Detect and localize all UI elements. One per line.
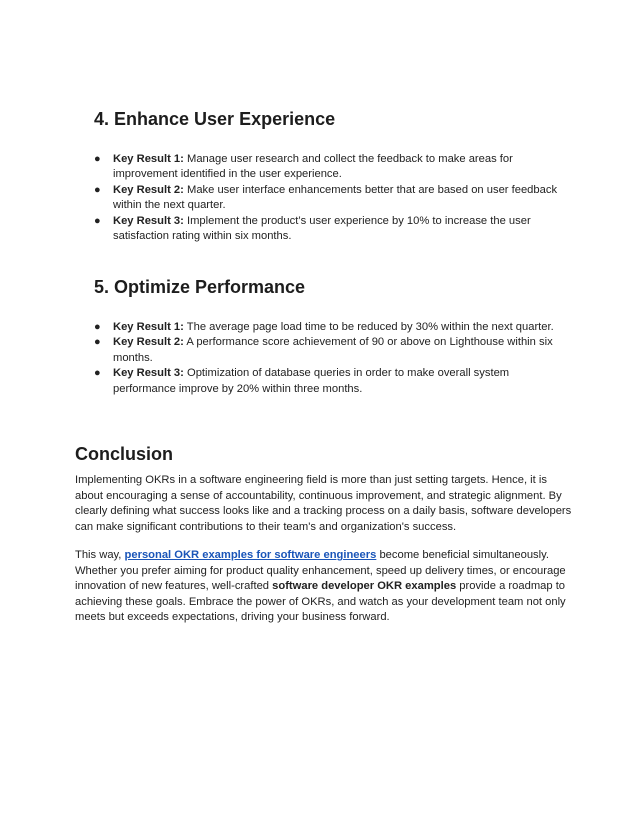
bullet-icon: ● xyxy=(94,321,101,333)
key-result-text: Make user interface enhancements better that are based on user feedback within the next quarter. xyxy=(113,183,558,212)
paragraph-text: become beneficial simultaneously. Whether you prefer aiming for product quality enhancement, speed up delivery times, or encourage innovation of new features, well-crafted xyxy=(75,549,566,593)
list-item xyxy=(94,152,564,183)
key-results-list-performance xyxy=(94,320,564,397)
section-heading-enhance-user-experience: 4. Enhance User Experience xyxy=(94,109,336,129)
key-result-text: Manage user research and collect the feedback to make areas for improvement identified in the user experience. xyxy=(113,153,513,181)
list-item xyxy=(94,183,564,214)
key-result-label: Key Result 1: xyxy=(113,153,184,165)
key-result-text: Optimization of database queries in order to make overall system performance improve by 20% within three months. xyxy=(113,367,510,395)
key-result-text: The average page load time to be reduced by 30% within the next quarter. xyxy=(183,321,554,333)
paragraph-text: provide a roadmap to achieving these goals. Embrace the power of OKRs, and watch as your development team not only meets but exceeds expectations, driving your business forward. xyxy=(75,580,566,624)
bullet-icon: ● xyxy=(94,367,101,380)
key-result-label: Key Result 2: xyxy=(113,336,184,349)
key-result-text: Implement the product’s user experience by 10% to increase the user satisfaction rating within six months. xyxy=(113,214,531,243)
key-results-list-user-experience xyxy=(94,152,564,244)
bullet-icon: ● xyxy=(94,336,101,349)
conclusion-paragraph-links xyxy=(75,548,575,626)
key-result-label: Key Result 3: xyxy=(113,214,184,227)
bullet-icon: ● xyxy=(94,183,101,196)
key-result-label: Key Result 3: xyxy=(113,367,184,380)
section-heading-optimize-performance: 5. Optimize Performance xyxy=(94,277,306,297)
bullet-icon: ● xyxy=(94,153,101,165)
key-result-label: Key Result 1: xyxy=(113,321,184,333)
personal-okr-examples-link[interactable]: personal OKR examples for software engineers xyxy=(124,549,377,561)
key-result-label: Key Result 2: xyxy=(113,183,184,196)
conclusion-paragraph: Implementing OKRs in a software engineering field is more than just setting targets. Hence, it is about encouraging a sense of accountability, continuous improvement, and strategic alignment. By clearly defining what success looks like and a tracking process on a daily basis, software developers can make significant contributions to their team's and organization's success. xyxy=(75,474,572,533)
paragraph-text: This way, xyxy=(75,549,125,561)
list-item xyxy=(94,335,564,366)
list-item xyxy=(94,214,564,245)
bold-phrase: software developer OKR examples xyxy=(272,580,457,593)
conclusion-heading: Conclusion xyxy=(75,444,173,464)
bullet-icon: ● xyxy=(94,214,101,227)
list-item xyxy=(94,366,564,397)
list-item xyxy=(94,320,564,335)
key-result-text: A performance score achievement of 90 or above on Lighthouse within six months. xyxy=(113,336,553,364)
